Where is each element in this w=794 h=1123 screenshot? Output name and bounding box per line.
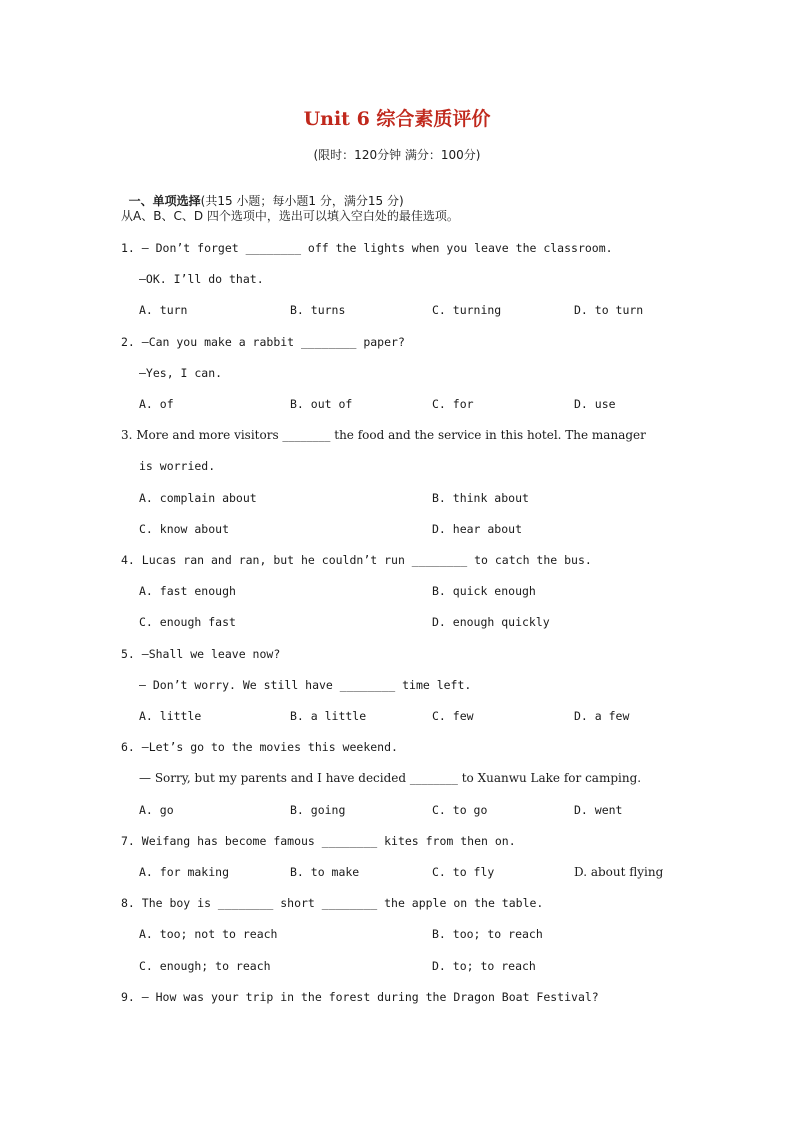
- page-title: Unit 6 综合素质评价: [303, 108, 491, 130]
- q1-stem: 1. — Don’t forget ________ off the lights when you leave the classroom.: [121, 241, 613, 255]
- q6-option-d: D. went: [574, 803, 623, 817]
- q4-option-c: C. enough fast: [139, 615, 236, 629]
- q5-option-a: A. little: [139, 709, 202, 723]
- q7-option-b: B. to make: [290, 865, 360, 879]
- q9-stem: 9. — How was your trip in the forest during the Dragon Boat Festival?: [121, 990, 599, 1004]
- q6-option-c: C. to go: [432, 803, 488, 817]
- q1-option-c: C. turning: [432, 303, 502, 317]
- q4-option-d: D. enough quickly: [432, 615, 550, 629]
- q5-option-b: B. a little: [290, 709, 367, 723]
- q2-option-c: C. for: [432, 397, 474, 411]
- q3-stem-continued: is worried.: [139, 459, 216, 473]
- q5-reply: — Don’t worry. We still have ________ time left.: [139, 678, 472, 692]
- q8-option-c: C. enough; to reach: [139, 959, 271, 973]
- q5-option-d: D. a few: [574, 709, 630, 723]
- q1-reply: —OK. I’ll do that.: [139, 272, 264, 286]
- section-instruction: 从A、B、C、D 四个选项中，选出可以填入空白处的最佳选项。: [121, 209, 459, 223]
- section-heading-note: (共15 小题；每小题1 分，满分15 分): [200, 194, 404, 208]
- q3-stem: 3. More and more visitors ________ the food and the service in this hotel. The manager: [121, 428, 646, 442]
- q2-stem: 2. —Can you make a rabbit ________ paper?: [121, 335, 405, 349]
- q4-option-a: A. fast enough: [139, 584, 236, 598]
- q8-option-b: B. too; to reach: [432, 927, 543, 941]
- q3-option-d: D. hear about: [432, 522, 523, 536]
- q2-option-a: A. of: [139, 397, 174, 411]
- q7-stem: 7. Weifang has become famous ________ kites from then on.: [121, 834, 516, 848]
- q8-stem: 8. The boy is ________ short ________ the apple on the table.: [121, 896, 544, 910]
- q2-option-d: D. use: [574, 397, 616, 411]
- q4-stem: 4. Lucas ran and ran, but he couldn’t run ________ to catch the bus.: [121, 553, 592, 567]
- q3-option-a: A. complain about: [139, 491, 257, 505]
- q4-option-b: B. quick enough: [432, 584, 536, 598]
- section-heading-label: 一、单项选择: [128, 194, 201, 208]
- q1-option-b: B. turns: [290, 303, 346, 317]
- q8-option-a: A. too; not to reach: [139, 927, 278, 941]
- q7-option-d: D. about flying: [574, 865, 664, 879]
- q3-option-b: B. think about: [432, 491, 529, 505]
- q1-option-d: D. to turn: [574, 303, 644, 317]
- q6-stem: 6. —Let’s go to the movies this weekend.: [121, 740, 398, 754]
- q6-option-a: A. go: [139, 803, 174, 817]
- q2-reply: —Yes, I can.: [139, 366, 223, 380]
- q5-stem: 5. —Shall we leave now?: [121, 647, 281, 661]
- q1-option-a: A. turn: [139, 303, 188, 317]
- q2-option-b: B. out of: [290, 397, 353, 411]
- page-subtitle: (限时：120分钟 满分：100分): [313, 148, 481, 162]
- q7-option-c: C. to fly: [432, 865, 495, 879]
- q6-reply: — Sorry, but my parents and I have decided ________ to Xuanwu Lake for camping.: [139, 771, 642, 785]
- q7-option-a: A. for making: [139, 865, 230, 879]
- q6-option-b: B. going: [290, 803, 346, 817]
- q5-option-c: C. few: [432, 709, 474, 723]
- section-heading: [121, 177, 404, 209]
- q3-option-c: C. know about: [139, 522, 230, 536]
- q8-option-d: D. to; to reach: [432, 959, 536, 973]
